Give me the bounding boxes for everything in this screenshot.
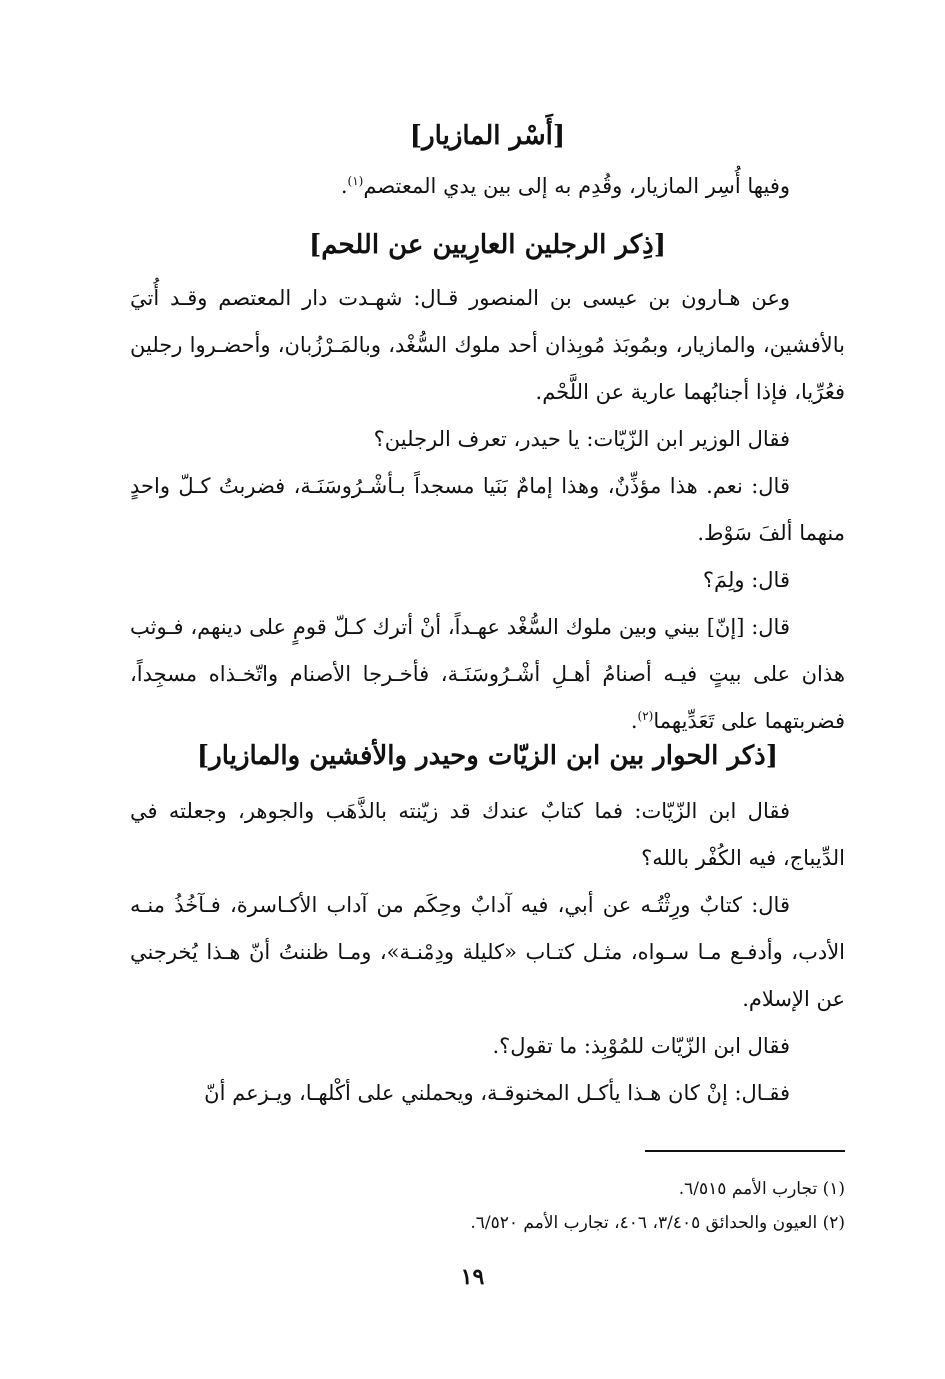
paragraph-4: قال: نعم. هذا مؤذِّنٌ، وهذا إمامٌ بَنَيا مسجداً بـأشْـرُوسَنَـة، فضربتُ كـلّ واحدٍ منهما ألفَ سَوْط. bbox=[130, 474, 845, 545]
section-dialogue bbox=[130, 788, 845, 1117]
paragraph-1-text: وفيها أُسِر المازيار، وقُدِم به إلى بين يدي المعتصم bbox=[363, 174, 790, 198]
section-two-men bbox=[130, 275, 845, 745]
paragraph-7: فقال ابن الزّيّات: فما كتابٌ عندك قد زيّنته بالذَّهَب والجوهر، وجعلته في الدِّيباج، فيه الكُفْر بالله؟ bbox=[130, 799, 845, 870]
paragraph-6-text: قال: [إنّ] بيني وبين ملوك السُّغْد عهـداً، أنْ أترك كـلّ قومٍ على دينهم، فـوثب هذان على بيتٍ فيـه أصنامُ أهـلِ أشْـرُوسَنَـة، فأخـرجا الأصنام واتّخـذاه مسجِداً، فضربتهما على تَعَدِّيهما bbox=[130, 615, 845, 733]
footnote-ref-1[interactable]: (١) bbox=[347, 174, 364, 188]
paragraph-9: فقال ابن الزّيّات للمُوْبِذ: ما تقول؟. bbox=[492, 1034, 790, 1058]
heading-dialogue: [ذكر الحوار بين ابن الزيّات وحيدر والأفشين والمازيار] bbox=[196, 741, 779, 771]
paragraph-10: فقـال: إنْ كان هـذا يأكـل المخنوقـة، ويحملني على أكْلهـا، ويـزعم أنّ bbox=[204, 1081, 790, 1105]
paragraph-1-end: . bbox=[340, 174, 348, 198]
paragraph-5: قال: ولِمَ؟ bbox=[702, 568, 790, 592]
page-number: ١٩ bbox=[460, 1264, 485, 1290]
paragraph-6 bbox=[130, 604, 845, 745]
section-capture bbox=[130, 163, 845, 210]
footnote-2: (٢) العيون والحدائق ٣/٤٠٥، ٤٠٦، تجارب الأمم ٦/٥٢٠. bbox=[470, 1213, 845, 1233]
paragraph-3: فقال الوزير ابن الزّيّات: يا حيدر، تعرف الرجلين؟ bbox=[373, 427, 790, 451]
footnotes bbox=[130, 1172, 845, 1240]
paragraph-1 bbox=[130, 163, 845, 210]
paragraph-8: قال: كتابٌ ورِثْتُـه عن أبي، فيه آدابٌ وحِكَم من آداب الأكـاسرة، فـآخُذُ منـه الأدب، وأدفـع مـا سـواه، مثـل كتـاب «كليلة ودِمْنـة»، ومـا ظننتُ أنّ هـذا يُخرجني عن الإسلام. bbox=[130, 893, 845, 1011]
footnote-1: (١) تجارب الأمم ٦/٥١٥. bbox=[678, 1179, 845, 1199]
heading-capture: [أَسْر المازيار] bbox=[409, 121, 566, 151]
footnote-ref-2[interactable]: (٢) bbox=[637, 709, 654, 723]
paragraph-6-end: . bbox=[630, 709, 638, 733]
heading-two-men: [ذِكر الرجلين العارِيين عن اللحم] bbox=[308, 230, 667, 260]
paragraph-2: وعن هـارون بن عيسى بن المنصور قـال: شهـدت دار المعتصم وقـد أُتيَ بالأفشين، والمازيار، وبمُوبَذ مُوبِذان أحد ملوك السُّغْد، وبالمَـرْزُبان، وأحضـروا رجلين فعُرِّيا، فإذا أجنابُهما عارية عن اللَّحْم. bbox=[130, 286, 845, 404]
footnote-separator bbox=[645, 1150, 845, 1152]
